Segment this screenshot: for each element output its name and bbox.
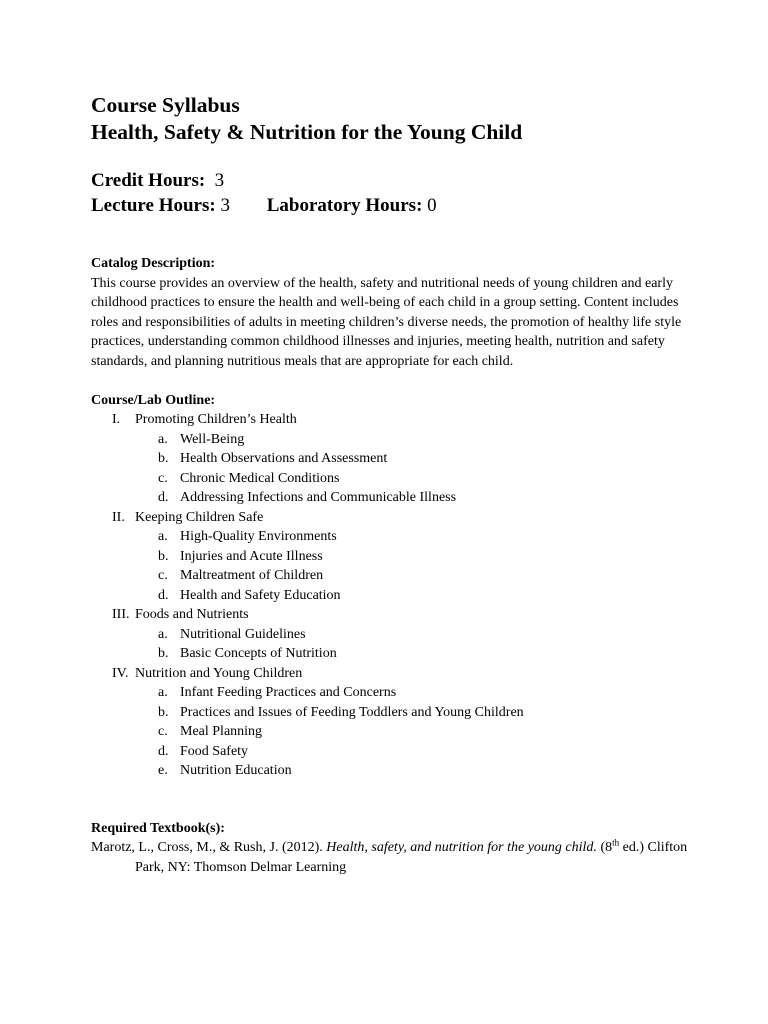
citation-edition-open: (8 <box>600 840 613 855</box>
outline-unit-title: Nutrition and Young Children <box>135 665 303 681</box>
outline-topic-text: Addressing Infections and Communicable Illness <box>180 490 457 505</box>
lecture-hours-value: 3 <box>220 195 230 216</box>
outline-topic-text: Injuries and Acute Illness <box>180 548 323 564</box>
outline-topic-item <box>91 644 691 664</box>
textbook-citation <box>91 838 691 877</box>
outline-topic-item <box>91 449 691 469</box>
outline-unit <box>91 410 691 508</box>
hours-block <box>91 168 691 218</box>
outline-topic-letter: d. <box>158 490 169 505</box>
outline-topic-letter: c. <box>158 724 168 739</box>
outline-topic-item <box>91 722 691 742</box>
outline-topic-item <box>91 488 691 508</box>
outline-unit-heading <box>91 508 691 528</box>
outline-topic-letter: d. <box>158 743 169 759</box>
outline-unit-heading <box>91 410 691 430</box>
outline-topic-item <box>91 586 691 606</box>
outline-topic-item <box>91 547 691 567</box>
outline-topic-letter: a. <box>158 685 168 700</box>
outline-unit-numeral: II. <box>112 509 125 525</box>
outline-unit <box>91 508 691 606</box>
catalog-description-text: This course provides an overview of the health, safety and nutritional needs of young children and early childhood practices to ensure the health and well-being of each child in a group setting. Content includes roles and responsibilities of adults in meeting children’s diverse needs, the promotion of healthy life style practices, understanding common childhood illnesses and injuries, meeting health, nutrition and safety standards, and planning nutritious meals that are appropriate for each child. <box>91 275 682 369</box>
outline-topic-text: Nutrition Education <box>180 763 292 778</box>
outline-topic-item <box>91 469 691 489</box>
course-title: Health, Safety & Nutrition for the Young Child <box>91 120 523 144</box>
outline-topic-text: Basic Concepts of Nutrition <box>180 646 337 661</box>
outline-topic-item <box>91 527 691 547</box>
outline-topic-text: Chronic Medical Conditions <box>180 470 340 486</box>
outline-unit-title: Foods and Nutrients <box>135 607 249 622</box>
outline-topic-text: Practices and Issues of Feeding Toddlers and Young Children <box>180 704 524 720</box>
outline-topic-letter: e. <box>158 763 168 778</box>
outline-topic-item <box>91 566 691 586</box>
course-outline-section <box>91 391 691 781</box>
outline-topic-item <box>91 625 691 645</box>
contact-hours-row <box>91 193 691 218</box>
required-textbook-heading: Required Textbook(s): <box>91 820 225 836</box>
outline-topic-item <box>91 703 691 723</box>
outline-topic-letter: b. <box>158 704 169 720</box>
outline-topic-item <box>91 430 691 450</box>
required-textbook-section <box>91 819 691 878</box>
laboratory-hours <box>267 195 437 216</box>
outline-topic-letter: c. <box>158 568 168 583</box>
citation-edition-superscript: th <box>612 837 620 848</box>
credit-hours-row <box>91 168 691 193</box>
outline-unit-heading <box>91 664 691 684</box>
syllabus-page <box>91 92 691 877</box>
outline-unit-heading <box>91 605 691 625</box>
outline-topic-list <box>91 430 691 508</box>
outline-unit-numeral: III. <box>112 607 130 622</box>
course-outline-heading: Course/Lab Outline: <box>91 392 216 408</box>
credit-hours-label: Credit Hours: <box>91 170 206 191</box>
outline-topic-item <box>91 683 691 703</box>
outline-topic-item <box>91 761 691 781</box>
document-type-title: Course Syllabus <box>91 93 240 117</box>
outline-unit-title: Keeping Children Safe <box>135 509 264 525</box>
outline-topic-letter: b. <box>158 548 169 564</box>
outline-topic-letter: b. <box>158 451 169 466</box>
course-outline-list <box>91 410 691 781</box>
catalog-description-heading: Catalog Description: <box>91 256 216 271</box>
outline-topic-text: Maltreatment of Children <box>180 568 324 583</box>
citation-publisher: ed.) Clifton Park, NY: Thomson Delmar Learning <box>135 840 688 875</box>
outline-topic-letter: d. <box>158 587 169 603</box>
laboratory-hours-label: Laboratory Hours: <box>266 195 423 216</box>
outline-topic-letter: a. <box>158 626 168 642</box>
outline-topic-list <box>91 625 691 664</box>
outline-topic-list <box>91 683 691 781</box>
lecture-hours-label: Lecture Hours: <box>91 195 216 216</box>
outline-unit <box>91 664 691 781</box>
outline-topic-list <box>91 527 691 605</box>
outline-unit-numeral: IV. <box>112 665 129 681</box>
outline-topic-text: Health Observations and Assessment <box>180 451 388 466</box>
laboratory-hours-value: 0 <box>427 195 437 216</box>
outline-topic-text: High-Quality Environments <box>180 529 337 544</box>
outline-topic-letter: a. <box>158 529 168 544</box>
outline-topic-text: Well-Being <box>180 431 245 447</box>
outline-topic-text: Food Safety <box>180 743 249 759</box>
catalog-description-section <box>91 254 691 371</box>
citation-authors: Marotz, L., Cross, M., & Rush, J. (2012). <box>91 840 323 855</box>
outline-topic-text: Infant Feeding Practices and Concerns <box>180 685 397 700</box>
outline-unit-title: Promoting Children’s Health <box>135 412 297 427</box>
outline-topic-text: Nutritional Guidelines <box>180 626 306 642</box>
document-header <box>91 92 691 146</box>
outline-topic-item <box>91 742 691 762</box>
outline-unit-numeral: I. <box>112 412 121 427</box>
outline-topic-letter: b. <box>158 646 169 661</box>
citation-title: Health, safety, and nutrition for the young child. <box>326 840 597 855</box>
outline-topic-text: Health and Safety Education <box>180 587 341 603</box>
outline-topic-letter: a. <box>158 431 168 447</box>
outline-topic-text: Meal Planning <box>180 724 263 739</box>
outline-unit <box>91 605 691 664</box>
outline-topic-letter: c. <box>158 470 168 486</box>
credit-hours-value: 3 <box>214 170 225 191</box>
